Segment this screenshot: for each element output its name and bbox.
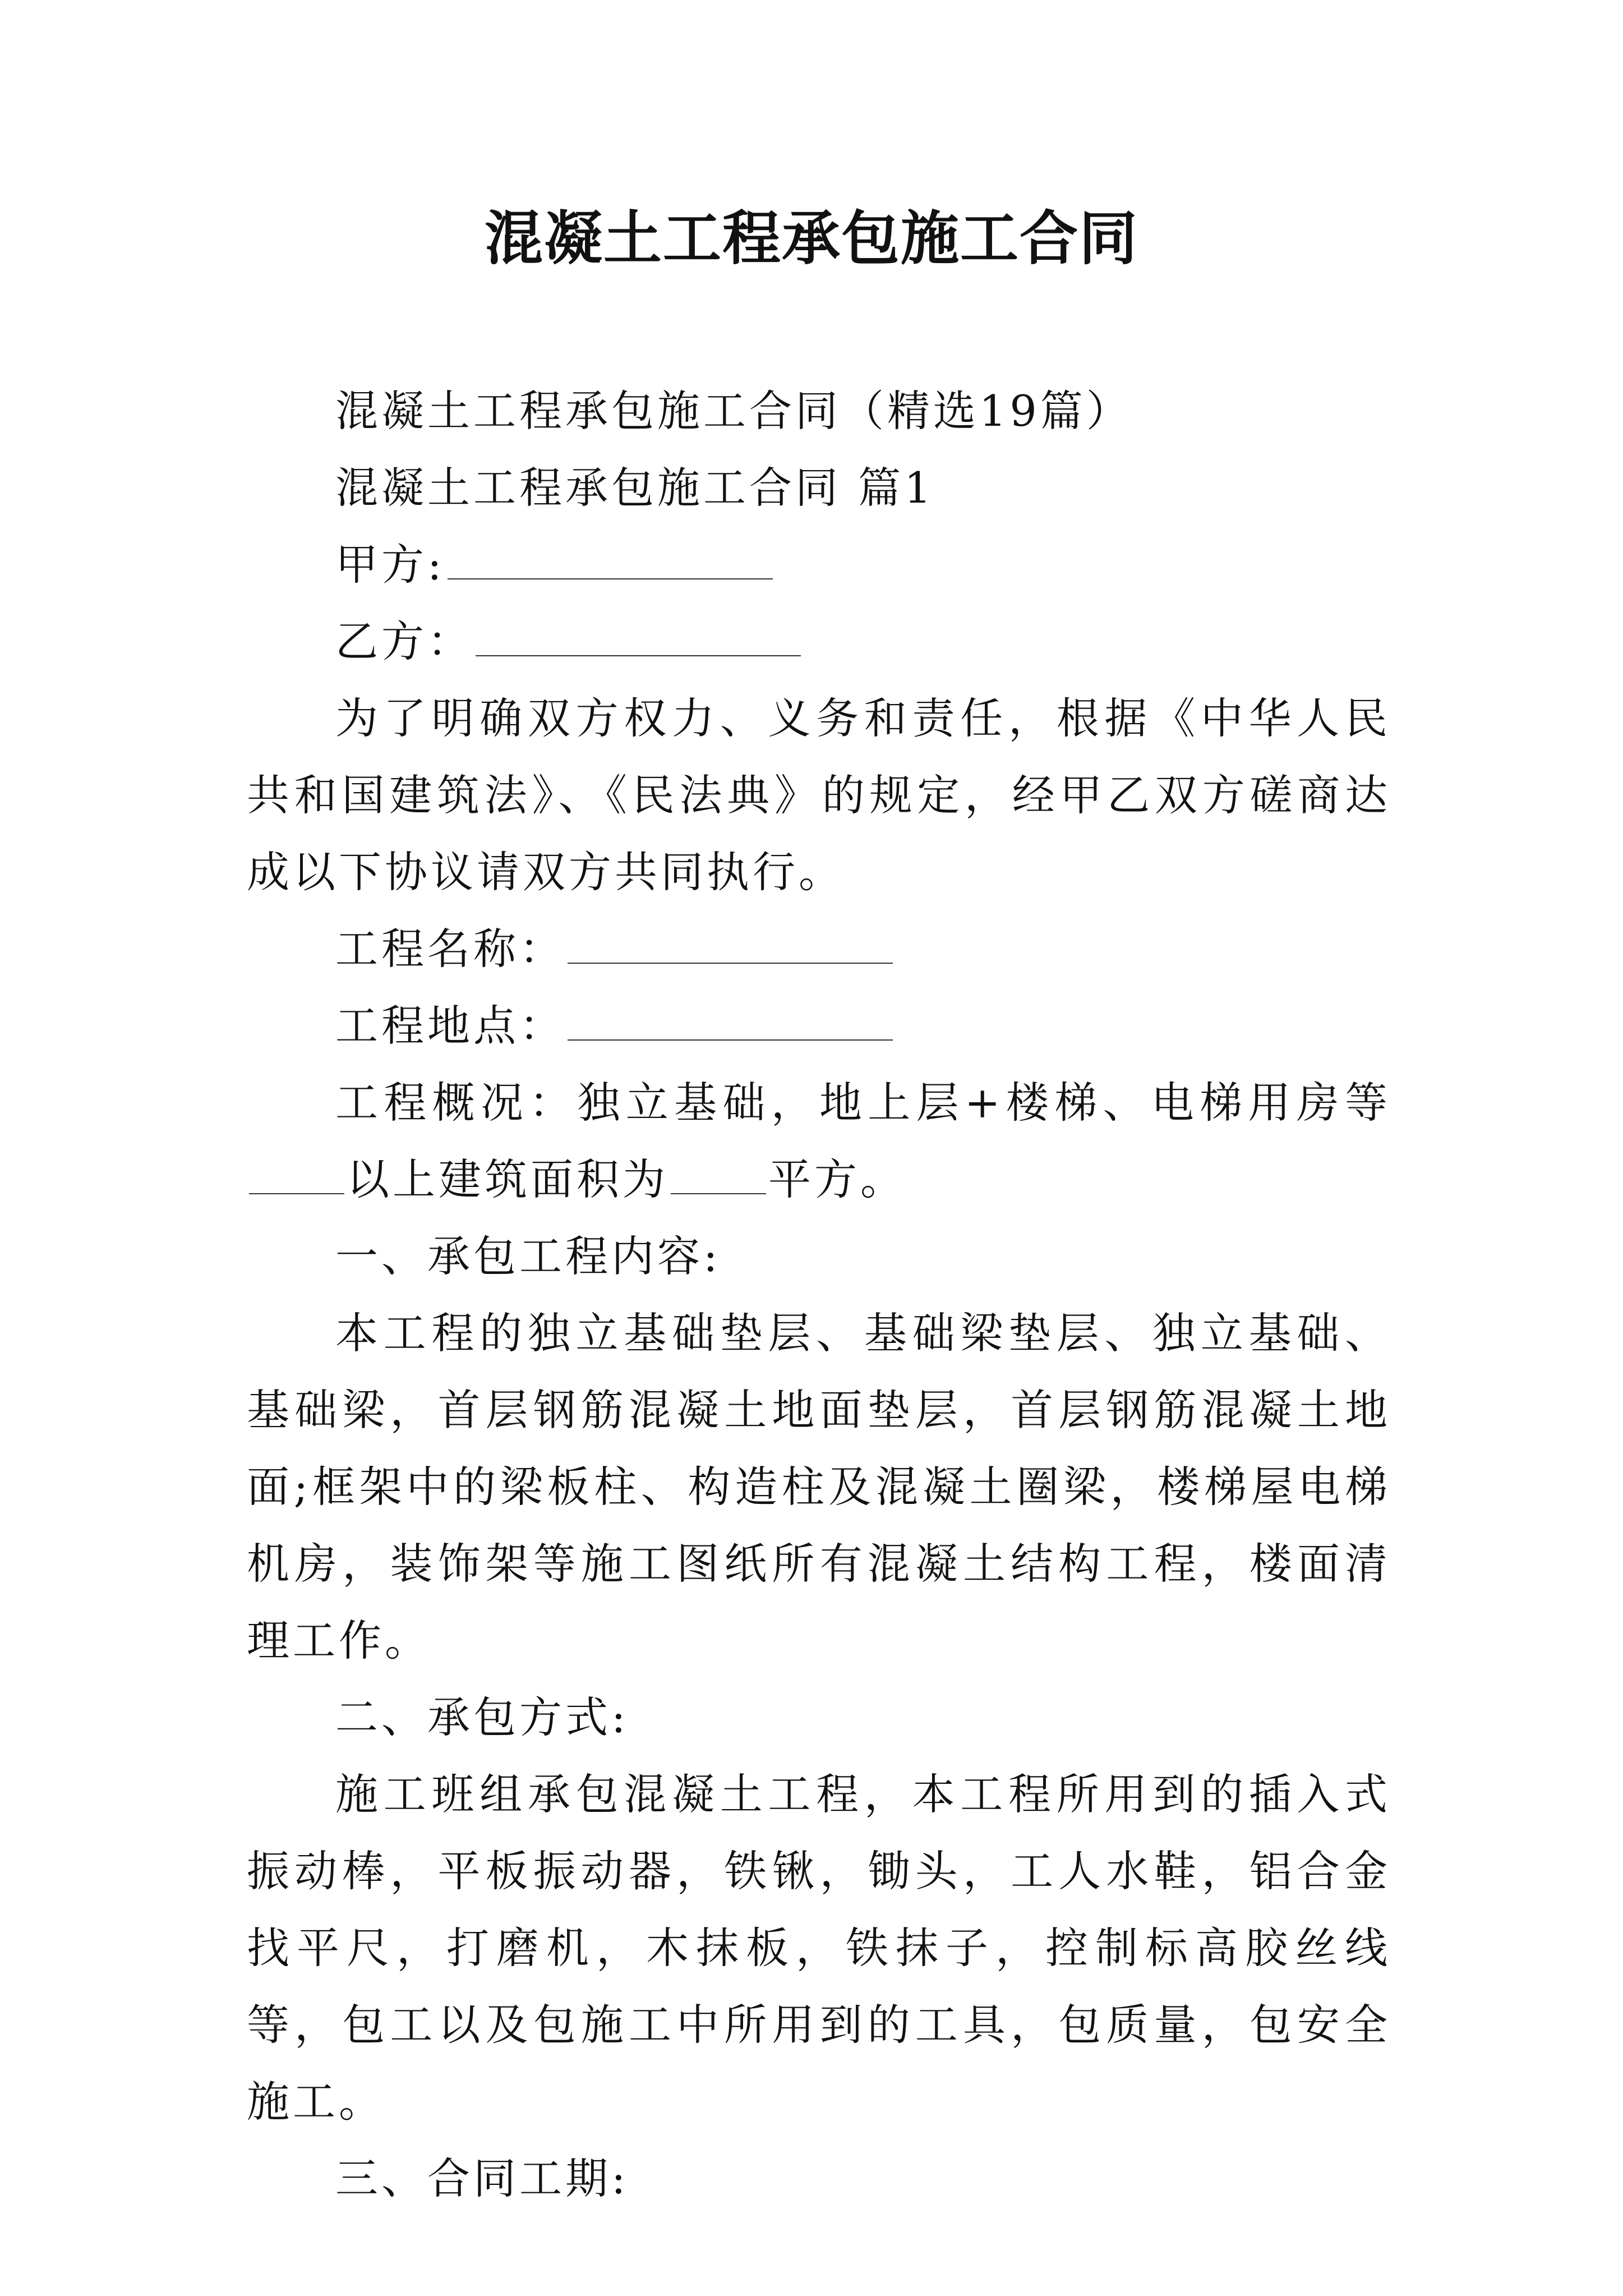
document-body	[247, 372, 1391, 2217]
section-heading: 混凝土工程承包施工合同 篇1	[335, 463, 935, 513]
project-location-line	[247, 987, 1391, 1064]
party-a-line	[247, 526, 1391, 603]
party-b-blank	[476, 615, 801, 656]
contract-method-paragraph: 施工班组承包混凝土工程，本工程所用到的插入式振动棒，平板振动器，铁锹，锄头，工人水鞋，铝合金找平尺，打磨机，木抹板，铁抹子，控制标高胶丝线等，包工以及包施工中所用到的工具，包质量，包安全施工。	[247, 1769, 1391, 2127]
party-b-label: 乙方：	[335, 616, 473, 666]
heading-contract-method: 二、承包方式:	[335, 1692, 629, 1742]
contract-content-paragraph: 本工程的独立基础垫层、基础梁垫层、独立基础、基础梁，首层钢筋混凝土地面垫层，首层钢筋混凝土地面;框架中的梁板柱、构造柱及混凝土圈梁，楼梯屋电梯机房，装饰架等施工图纸所有混凝土结构工程，楼面清理工作。	[247, 1308, 1391, 1665]
overview-blank-1	[249, 1153, 344, 1194]
project-location-blank	[568, 999, 893, 1041]
overview-blank-2	[671, 1153, 766, 1194]
subtitle: 混凝土工程承包施工合同（精选19篇）	[335, 386, 1132, 436]
project-name-blank	[568, 922, 893, 964]
overview-text-3: 平方。	[768, 1154, 906, 1204]
project-location-label: 工程地点：	[335, 1001, 565, 1051]
project-name-line	[247, 910, 1391, 987]
document-title: 混凝土工程承包施工合同	[484, 204, 1138, 273]
overview-text-2: 以上建筑面积为	[347, 1154, 668, 1204]
party-a-label: 甲方:	[335, 540, 445, 590]
overview-text-1: 工程概况：独立基础，地上层+楼梯、电梯用房等	[335, 1078, 1391, 1128]
party-b-line	[247, 603, 1391, 680]
party-a-blank	[448, 538, 773, 579]
heading-contract-content: 一、承包工程内容:	[335, 1231, 721, 1281]
heading-contract-period: 三、合同工期:	[335, 2154, 629, 2203]
intro-paragraph: 为了明确双方权力、义务和责任，根据《中华人民共和国建筑法》、《民法典》的规定，经甲乙双方磋商达成以下协议请双方共同执行。	[247, 693, 1391, 897]
overview-paragraph	[247, 1064, 1391, 1218]
project-name-label: 工程名称：	[335, 924, 565, 974]
